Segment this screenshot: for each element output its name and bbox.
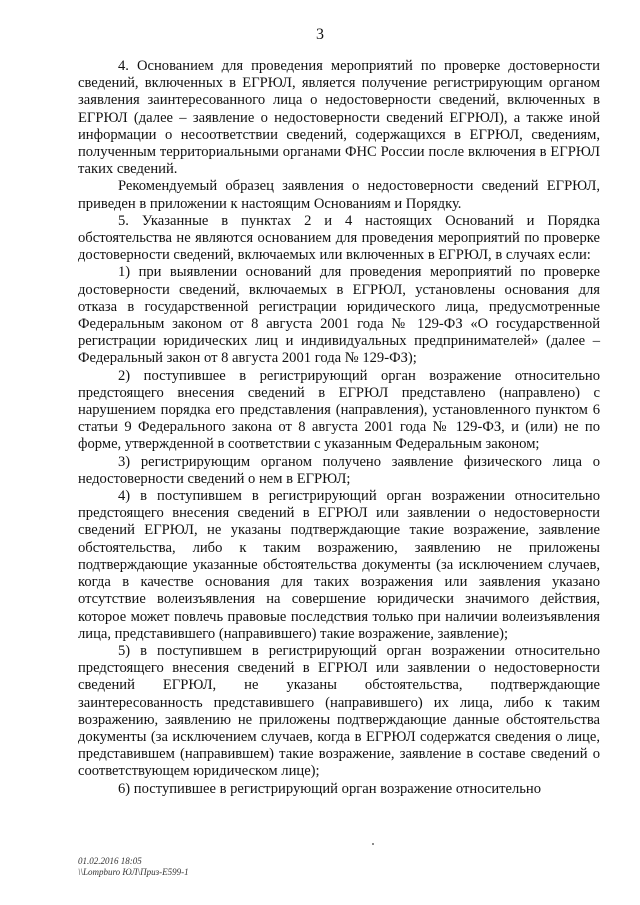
list-item-5: 5) в поступившем в регистрирующий орган возражении относительно предстоящего внесения сведений в ЕГРЮЛ или заявлении о недостоверности сведений ЕГРЮЛ, не указаны обстоятельства, подтверждающие заинтересованность представившего (направившего) их лица, либо к таким возражению, заявлению не приложены подтверждающие данные обстоятельства документы (за исключением случаев, когда в ЕГРЮЛ содержатся сведения о лице, представившем (направившем) такие возражение, заявление в составе сведений о соответствующем юридическом лице);: [78, 642, 600, 780]
list-item-6: 6) поступившее в регистрирующий орган возражение относительно: [118, 780, 542, 797]
list-item-1: 1) при выявлении оснований для проведения мероприятий по проверке достоверности сведений, включаемых в ЕГРЮЛ, установлены основания для отказа в государственной регистрации юридического лица, предусмотренные Федеральным законом от 8 августа 2001 года № 129-ФЗ «О государственной регистрации юридических лиц и индивидуальных предпринимателей» (далее – Федеральный закон от 8 августа 2001 года № 129-ФЗ);: [78, 264, 600, 367]
document-body: [78, 58, 600, 798]
footer: [78, 856, 189, 878]
footer-date: 01.02.2016 18:05: [78, 856, 142, 866]
scan-speck: [372, 843, 374, 845]
page-number: 3: [316, 26, 324, 43]
list-item-3: 3) регистрирующим органом получено заявление физического лица о недостоверности сведений о нем в ЕГРЮЛ;: [78, 453, 600, 487]
paragraph-5-exceptions: 5. Указанные в пунктах 2 и 4 настоящих Оснований и Порядка обстоятельства не являются основанием для проведения мероприятий по проверке достоверности сведений, включаемых или включенных в ЕГРЮЛ, в случаях если:: [78, 212, 600, 264]
list-item-2: 2) поступившее в регистрирующий орган возражение относительно предстоящего внесения сведений в ЕГРЮЛ представлено (направлено) с нарушением порядка его представления (направления), установленного пунктом 6 статьи 9 Федерального закона от 8 августа 2001 года № 129-ФЗ, и (или) не по форме, утвержденной в соответствии с указанным Федеральным законом;: [78, 367, 600, 453]
list-item-4: 4) в поступившем в регистрирующий орган возражении относительно предстоящего внесения сведений в ЕГРЮЛ или заявлении о недостоверности сведений ЕГРЮЛ, не указаны подтверждающие такие возражение, заявление обстоятельства, либо к таким возражению, заявлению не приложены подтверждающие указанные обстоятельства документы (за исключением случаев, когда в качестве основания для таких возражения или заявления указано отсутствие волеизъявления на совершение юридически значимого действия, которое может повлечь правовые последствия только при наличии волеизъявления лица, представившего (направившего) такие возражение, заявление);: [78, 488, 600, 642]
paragraph-sample-form: Рекомендуемый образец заявления о недостоверности сведений ЕГРЮЛ, приведен в приложении к настоящим Основаниям и Порядку.: [78, 178, 600, 212]
paragraph-4-grounds: 4. Основанием для проведения мероприятий по проверке достоверности сведений, включенных в ЕГРЮЛ, является получение регистрирующим органом заявления заинтересованного лица о недостоверности сведений, включенных в ЕГРЮЛ (далее – заявление о недостоверности сведений ЕГРЮЛ), а также иной информации о несоответствии сведений, содержащихся в ЕГРЮЛ, сведениям, полученным территориальными органами ФНС России после включения в ЕГРЮЛ таких сведений.: [78, 58, 600, 178]
footer-file-path: \\Lompburo ЮЛ\Приз-Е599-1: [78, 867, 189, 877]
